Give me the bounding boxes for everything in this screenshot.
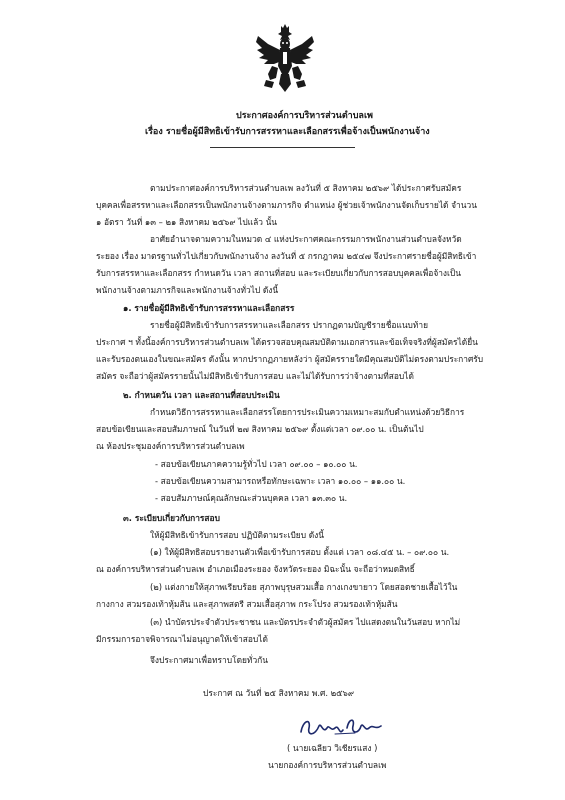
section-2-heading: ๒. กำหนดวัน เวลา และสถานที่สอบประเมิน	[123, 390, 280, 400]
section-3-line: ให้ผู้มีสิทธิเข้ารับการสอบ ปฏิบัติตามระเบียบ ดังนี้	[150, 530, 324, 540]
signatory-name: ( นายเฉลียว วิเชียรแสง )	[287, 743, 378, 753]
signatory-position: นายกองค์การบริหารส่วนตำบลเพ	[268, 760, 387, 770]
section-3-line: มีกรรมการอาจพิจารณาไม่อนุญาตให้เข้าสอบได้	[96, 634, 268, 644]
section-2-line: ณ ห้องประชุมองค์การบริหารส่วนตำบลเพ	[96, 441, 245, 451]
section-3-line: กางกาง สวมรองเท้าหุ้มส้น และสุภาพสตรี สวมเสื้อสุภาพ กระโปรง สวมรองเท้าหุ้มส้น	[96, 599, 398, 609]
handwritten-signature	[295, 714, 385, 742]
announcement-title: ประกาศองค์การบริหารส่วนตำบลเพ	[236, 111, 373, 121]
section-3-rule-item: (๓) นำบัตรประจำตัวประชาชน และบัตรประจำตัวผู้สมัคร ไปแสดงตนในวันสอบ หากไม่	[150, 617, 461, 627]
section-1-line: สมัคร จะถือว่าผู้สมัครรายนั้นไม่มีสิทธิเข้ารับการสอบ และไม่ได้รับการว่าจ้างตามที่สอบได้	[96, 371, 414, 381]
section-3-heading: ๓. ระเบียบเกี่ยวกับการสอบ	[123, 513, 220, 523]
intro-paragraph-2-line: ระยอง เรื่อง มาตรฐานทั่วไปเกี่ยวกับพนักงานจ้าง ลงวันที่ ๕ กรกฎาคม ๒๕๔๗ จึงประกาศรายชื่อผู้มีสิทธิเข้า	[96, 251, 477, 261]
announcement-subject: เรื่อง รายชื่อผู้มีสิทธิเข้ารับการสรรหาและเลือกสรรเพื่อจ้างเป็นพนักงานจ้าง	[145, 127, 430, 137]
exam-schedule-item: - สอบสัมภาษณ์คุณลักษณะส่วนบุคคล เวลา ๑๓.๓๐ น.	[155, 493, 348, 503]
garuda-emblem-icon	[254, 22, 316, 94]
intro-paragraph-2-line: พนักงานจ้างตามภารกิจและพนักงานจ้างทั่วไป ดังนี้	[96, 285, 279, 295]
section-1-heading: ๑. รายชื่อผู้มีสิทธิเข้ารับการสรรหาและเลือกสรร	[123, 303, 295, 313]
exam-schedule-item: - สอบข้อเขียนภาคความรู้ทั่วไป เวลา ๐๙.๐๐ – ๑๐.๐๐ น.	[155, 459, 358, 469]
announcement-date: ประกาศ ณ วันที่ ๒๕ สิงหาคม พ.ศ. ๒๕๖๙	[203, 688, 354, 698]
section-1-line: และรับรองตนเองในขณะสมัคร ดังนั้น หากปรากฏภายหลังว่า ผู้สมัครรายใดมีคุณสมบัติไม่ตรงตามประกาศรับ	[96, 354, 484, 364]
intro-paragraph-2-line: รับการสรรหาและเลือกสรร กำหนดวัน เวลา สถานที่สอบ และระเบียบเกี่ยวกับการสอบบุคคลเพื่อจ้างเป็น	[96, 268, 461, 278]
section-2-line: กำหนดวิธีการสรรหาและเลือกสรรโดยการประเมินความเหมาะสมกับตำแหน่งด้วยวิธีการ	[150, 407, 465, 417]
intro-paragraph-1-line: ตามประกาศองค์การบริหารส่วนตำบลเพ ลงวันที่ ๕ สิงหาคม ๒๕๖๙ ได้ประกาศรับสมัคร	[150, 183, 462, 193]
intro-paragraph-2-line: อาศัยอำนาจตามความในหมวด ๔ แห่งประกาศคณะกรรมการพนักงานส่วนตำบลจังหวัด	[150, 234, 462, 244]
section-3-line: ณ องค์การบริหารส่วนตำบลเพ อำเภอเมืองระยอง จังหวัดระยอง มิฉะนั้น จะถือว่าหมดสิทธิ์	[96, 564, 415, 574]
title-divider	[210, 147, 355, 148]
section-1-line: รายชื่อผู้มีสิทธิเข้ารับการสรรหาและเลือกสรร ปรากฏตามบัญชีรายชื่อแนบท้าย	[150, 320, 428, 330]
section-2-line: สอบข้อเขียนและสอบสัมภาษณ์ ในวันที่ ๒๗ สิงหาคม ๒๕๖๙ ตั้งแต่เวลา ๐๙.๐๐ น. เป็นต้นไป	[96, 424, 424, 434]
section-1-line: ประกาศ ฯ ทั้งนี้องค์การบริหารส่วนตำบลเพ ได้ตรวจสอบคุณสมบัติตามเอกสารและข้อเท็จจริงที่ผู้สมัครได้ยื่น	[96, 337, 478, 347]
intro-paragraph-1-line: ๑ อัตรา วันที่ ๑๓ – ๒๑ สิงหาคม ๒๕๖๙ ไปแล้ว นั้น	[96, 217, 278, 227]
section-3-rule-item: (๒) แต่งกายให้สุภาพเรียบร้อย สุภาพบุรุษสวมเสื้อ กางเกงขายาว โดยสอดชายเสื้อไว้ใน	[150, 582, 458, 592]
closing-statement: จึงประกาศมาเพื่อทราบโดยทั่วกัน	[150, 655, 268, 665]
intro-paragraph-1-line: บุคคลเพื่อสรรหาและเลือกสรรเป็นพนักงานจ้างตามภารกิจ ตำแหน่ง ผู้ช่วยเจ้าพนักงานจัดเก็บรายได้ จำนวน	[96, 200, 477, 210]
section-3-rule-item: (๑) ให้ผู้มีสิทธิสอบรายงานตัวเพื่อเข้ารับการสอบ ตั้งแต่ เวลา ๐๘.๔๕ น. – ๐๙.๐๐ น.	[150, 547, 450, 557]
exam-schedule-item: - สอบข้อเขียนความสามารถหรือทักษะเฉพาะ เวลา ๑๐.๐๐ – ๑๑.๐๐ น.	[155, 476, 406, 486]
